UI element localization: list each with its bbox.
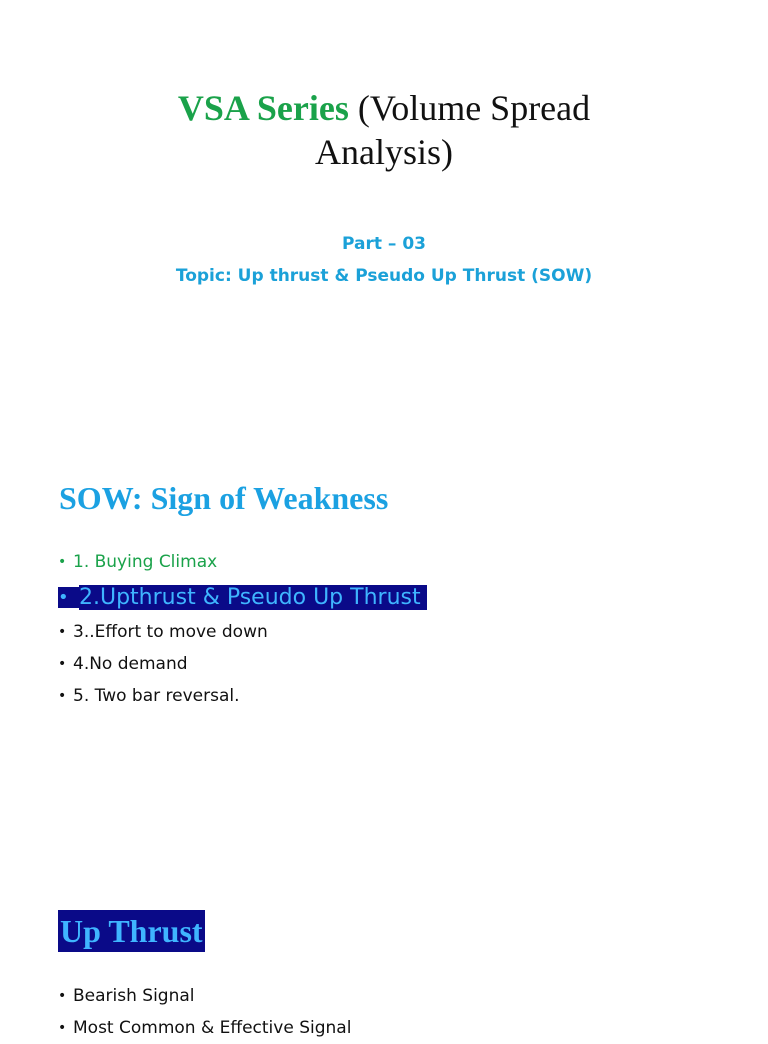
- subtitle-block: [0, 228, 768, 292]
- list-item: [58, 616, 427, 648]
- list-item: [58, 980, 351, 1012]
- list-item-label: Most Common & Effective Signal: [73, 1018, 352, 1038]
- list-item-label: 4.No demand: [73, 654, 188, 674]
- list-item-label: 1. Buying Climax: [73, 552, 218, 572]
- sow-heading: SOW: Sign of Weakness: [59, 480, 389, 516]
- title-rest-line2: Analysis): [315, 132, 453, 172]
- list-item-label-highlighted: 2.Upthrust & Pseudo Up Thrust: [79, 585, 427, 610]
- up-thrust-list: [58, 980, 351, 1044]
- bullet-icon: •: [58, 624, 67, 640]
- bullet-icon: •: [58, 688, 67, 704]
- bullet-icon: •: [58, 656, 67, 672]
- list-item: [58, 546, 427, 578]
- list-item: [58, 680, 427, 712]
- bullet-icon: •: [58, 587, 79, 608]
- list-item: [58, 648, 427, 680]
- part-label: Part – 03: [342, 234, 426, 254]
- list-item-label: Bearish Signal: [73, 986, 195, 1006]
- topic-label: Topic: Up thrust & Pseudo Up Thrust (SOW): [175, 266, 593, 286]
- up-thrust-heading: Up Thrust: [58, 910, 205, 952]
- list-item: [58, 1012, 351, 1044]
- list-item-label: 5. Two bar reversal.: [73, 686, 240, 706]
- title-rest-line1: (Volume Spread: [348, 88, 591, 128]
- page-title: [0, 86, 768, 174]
- list-item-label: 3..Effort to move down: [73, 622, 268, 642]
- list-item: [58, 578, 427, 616]
- bullet-icon: •: [58, 1020, 67, 1036]
- bullet-icon: •: [58, 554, 67, 570]
- bullet-icon: •: [58, 988, 67, 1004]
- title-accent: VSA Series: [177, 88, 349, 128]
- sow-list: [58, 546, 427, 712]
